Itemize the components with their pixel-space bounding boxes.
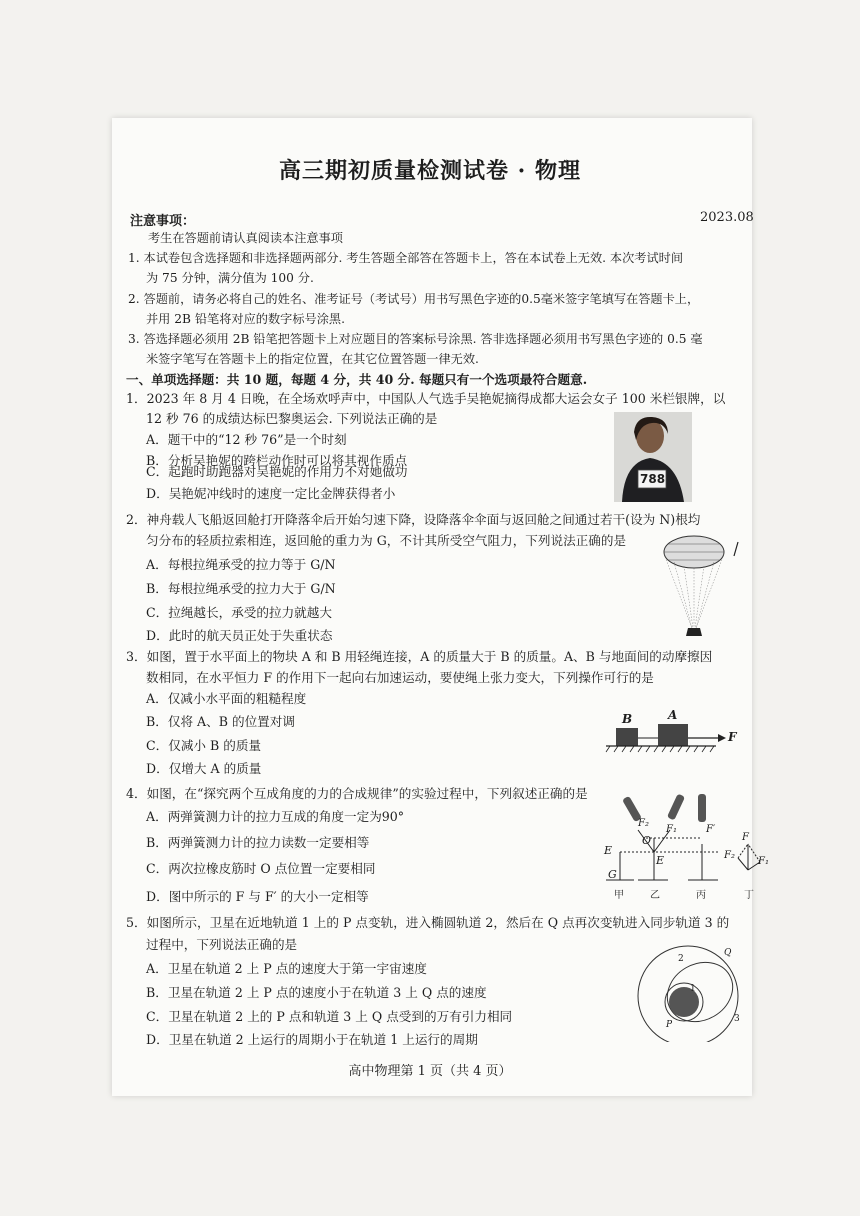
option-c: C．仅减小 B 的质量 — [146, 738, 262, 753]
option-a: A．每根拉绳承受的拉力等于 G/N — [146, 557, 336, 572]
parachute-figure — [660, 532, 750, 642]
question-stem: 3．如图，置于水平面上的物块 A 和 B 用轻绳连接，A 的质量大于 B 的质量。A、B 与地面间的动摩擦因 — [126, 649, 713, 664]
question-stem: 2．神舟载人飞船返回舱打开降落伞后开始匀速下降，设降落伞伞面与返回舱之间通过若干(设为 N)根均 — [126, 512, 701, 527]
notice-heading: 注意事项： — [130, 214, 196, 229]
option-d: D．此时的航天员正处于失重状态 — [146, 628, 333, 643]
blocks-figure — [604, 708, 744, 756]
label-p: P — [666, 1020, 673, 1030]
label-orbit-1: 1 — [690, 984, 696, 994]
notice-line: 3. 答选择题必须用 2B 铅笔把答题卡上对应题目的答案标号涂黑. 答非选择题必须用书写黑色字迹的 0.5 毫 — [128, 332, 703, 346]
option-a: A．仅减小水平面的粗糙程度 — [146, 691, 307, 706]
label-f: F — [742, 832, 749, 843]
option-b: B．卫星在轨道 2 上 P 点的速度小于在轨道 3 上 Q 点的速度 — [146, 985, 487, 1000]
label-bing: 丙 — [696, 890, 706, 901]
option-a: A．两弹簧测力计的拉力互成的角度一定为90° — [146, 809, 405, 824]
athlete-photo — [614, 412, 692, 502]
option-d: D．仅增大 A 的质量 — [146, 761, 262, 776]
label-b: B — [622, 712, 633, 726]
label-f1: F₁ — [666, 824, 677, 835]
option-d: D．吴艳妮冲线时的速度一定比金牌获得者小 — [146, 486, 396, 501]
label-fp: F′ — [706, 824, 716, 835]
notice-line: 米签字笔写在答题卡上的指定位置，在其它位置答题一律无效. — [146, 352, 479, 366]
label-f1b: F₁ — [758, 856, 769, 867]
question-stem: 过程中，下列说法正确的是 — [146, 937, 298, 952]
label-orbit-2: 2 — [678, 954, 684, 964]
orbit-figure — [628, 942, 750, 1042]
section-heading: 一、单项选择题：共 10 题，每题 4 分，共 40 分. 每题只有一个选项最符合题意. — [126, 372, 588, 387]
exam-date: 2023.08 — [700, 210, 754, 225]
option-b: B．分析吴艳妮的跨栏动作时可以将其视作质点 — [146, 453, 408, 468]
page-title: 高三期初质量检测试卷 · 物理 — [279, 158, 581, 184]
label-ding: 丁 — [744, 890, 754, 901]
option-b: B．两弹簧测力计的拉力读数一定要相等 — [146, 835, 370, 850]
label-f2: F₂ — [638, 818, 649, 829]
option-c: C．卫星在轨道 2 上的 P 点和轨道 3 上 Q 点受到的万有引力相同 — [146, 1009, 513, 1024]
label-a: A — [668, 708, 678, 722]
question-stem: 4．如图，在“探究两个互成角度的力的合成规律”的实验过程中，下列叙述正确的是 — [126, 786, 588, 801]
option-a: A．卫星在轨道 2 上 P 点的速度大于第一宇宙速度 — [146, 961, 427, 976]
label-yi: 乙 — [650, 890, 660, 901]
bib-number: 788 — [640, 472, 666, 486]
option-c: C．拉绳越长，承受的拉力就越大 — [146, 605, 332, 620]
label-e2: E — [656, 854, 665, 867]
question-stem: 1．2023 年 8 月 4 日晚，在全场欢呼声中，中国队人气选手吴艳妮摘得成都大运会女子 100 米栏银牌，以 — [126, 391, 726, 406]
label-f: F — [728, 730, 737, 744]
option-c: C．两次拉橡皮筋时 O 点位置一定要相同 — [146, 861, 376, 876]
notice-line: 为 75 分钟，满分值为 100 分. — [146, 271, 314, 285]
notice-line: 并用 2B 铅笔将对应的数字标号涂黑. — [146, 312, 345, 326]
label-q: Q — [724, 948, 732, 958]
label-g: G — [608, 868, 617, 881]
question-stem: 5．如图所示，卫星在近地轨道 1 上的 P 点变轨，进入椭圆轨道 2，然后在 Q 点再次变轨进入同步轨道 3 的 — [126, 915, 730, 930]
question-stem: 匀分布的轻质拉索相连，返回舱的重力为 G，不计其所受空气阻力，下列说法正确的是 — [146, 533, 627, 548]
option-d: D．图中所示的 F 与 F′ 的大小一定相等 — [146, 889, 369, 904]
option-a: A．题干中的“12 秒 76”是一个时刻 — [146, 432, 347, 447]
page-footer: 高中物理第 1 页（共 4 页） — [348, 1064, 512, 1079]
label-f2b: F₂ — [724, 850, 735, 861]
option-c: C．起跑时助跑器对吴艳妮的作用力不对她做功 — [146, 464, 408, 479]
label-o: O — [642, 834, 652, 847]
option-d: D．卫星在轨道 2 上运行的周期小于在轨道 1 上运行的周期 — [146, 1032, 478, 1047]
notice-line: 1. 本试卷包含选择题和非选择题两部分. 考生答题全部答在答题卡上，答在本试卷上无效. 本次考试时间 — [128, 251, 684, 265]
label-jia: 甲 — [614, 890, 624, 901]
spring-balance-figure — [598, 790, 769, 901]
question-stem: 数相同，在水平恒力 F 的作用下一起向右加速运动，要使绳上张力变大，下列操作可行的是 — [146, 670, 654, 685]
notice-line: 2. 答题前，请务必将自己的姓名、准考证号（考试号）用书写黑色字迹的0.5毫米签字笔填写在答题卡上， — [128, 292, 700, 306]
question-stem: 12 秒 76 的成绩达标巴黎奥运会. 下列说法正确的是 — [146, 411, 438, 426]
label-orbit-3: 3 — [734, 1014, 740, 1024]
option-b: B．每根拉绳承受的拉力大于 G/N — [146, 581, 336, 596]
option-b: B．仅将 A、B 的位置对调 — [146, 714, 295, 729]
label-e: E — [604, 844, 613, 857]
notice-intro: 考生在答题前请认真阅读本注意事项 — [148, 231, 343, 245]
